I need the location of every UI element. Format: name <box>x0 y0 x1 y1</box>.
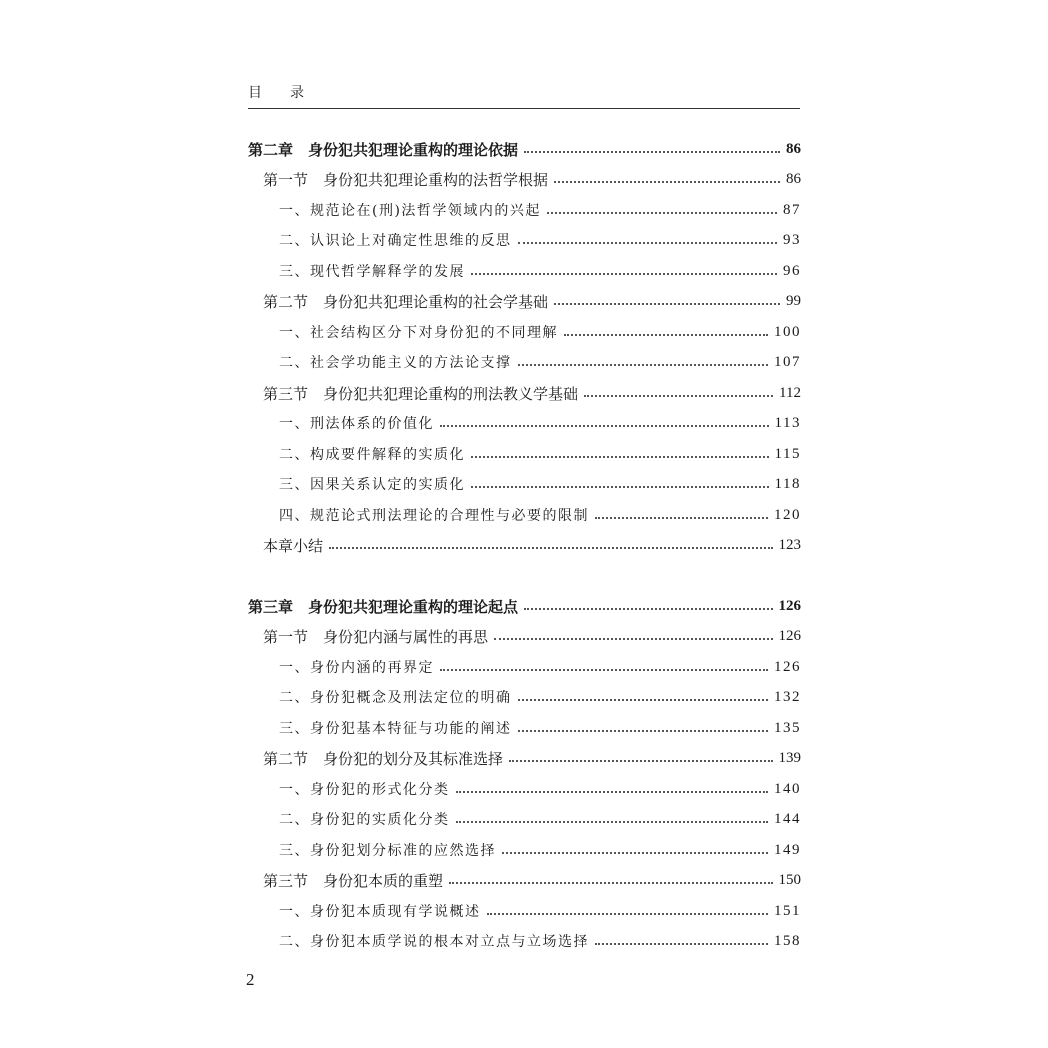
toc-page-number: 126 <box>778 597 801 614</box>
dot-leader <box>584 395 773 397</box>
toc-subsection[interactable] <box>279 320 801 344</box>
dot-leader <box>471 456 769 458</box>
toc-page-number: 126 <box>778 627 801 644</box>
dot-leader <box>494 638 772 640</box>
toc-entry-label: 一、身份犯的形式化分类 <box>279 782 450 798</box>
toc-entry-label: 第一节 身份犯内涵与属性的再思 <box>263 627 489 646</box>
toc-page-number: 87 <box>783 201 801 218</box>
dot-leader <box>518 730 769 732</box>
dot-leader <box>518 364 769 366</box>
dot-leader <box>547 212 777 214</box>
dot-leader <box>595 517 768 519</box>
toc-entry-label: 二、构成要件解释的实质化 <box>279 447 465 463</box>
toc-page-number: 139 <box>778 749 801 766</box>
toc-chapter[interactable] <box>248 137 801 161</box>
toc-page-number: 123 <box>778 536 801 553</box>
dot-leader <box>449 882 772 884</box>
toc-page-number: 151 <box>774 902 801 919</box>
dot-leader <box>518 699 769 701</box>
toc-page-number: 120 <box>774 506 801 523</box>
dot-leader <box>502 852 768 854</box>
toc-page-number: 96 <box>783 262 801 279</box>
toc-chapter[interactable] <box>248 594 801 618</box>
toc-page-number: 158 <box>774 932 801 949</box>
toc-subsection[interactable] <box>279 228 801 252</box>
toc-entry-label: 三、因果关系认定的实质化 <box>279 477 465 493</box>
toc-subsection[interactable] <box>279 655 801 679</box>
dot-leader <box>554 303 780 305</box>
toc-entry-label: 四、规范论式刑法理论的合理性与必要的限制 <box>279 508 589 524</box>
toc-entry-label: 二、身份犯概念及刑法定位的明确 <box>279 690 512 706</box>
toc-subsection[interactable] <box>279 685 801 709</box>
toc-page-number: 86 <box>786 140 801 157</box>
toc-section[interactable] <box>263 167 801 191</box>
toc-entry-label: 三、身份犯基本特征与功能的阐述 <box>279 721 512 737</box>
page-number: 2 <box>246 970 255 989</box>
toc-page-number: 144 <box>774 810 801 827</box>
toc-page-number: 132 <box>774 688 801 705</box>
toc-page-number: 113 <box>774 414 801 431</box>
toc-entry-label: 本章小结 <box>263 536 324 555</box>
toc-subsection[interactable] <box>279 716 801 740</box>
toc-subsection[interactable] <box>279 472 801 496</box>
dot-leader <box>471 486 769 488</box>
toc-subsection[interactable] <box>279 411 801 435</box>
running-header-title: 目录 <box>248 85 332 101</box>
dot-leader <box>554 181 780 183</box>
toc-page-number: 112 <box>779 384 801 401</box>
dot-leader <box>595 943 768 945</box>
toc-subsection[interactable] <box>279 442 801 466</box>
toc-entry-label: 第三章 身份犯共犯理论重构的理论起点 <box>248 597 519 616</box>
toc-entry-label: 第三节 身份犯本质的重塑 <box>263 871 444 890</box>
toc-page-number: 135 <box>774 719 801 736</box>
toc-page-number: 126 <box>774 658 801 675</box>
toc-entry-label: 二、身份犯的实质化分类 <box>279 812 450 828</box>
toc-subsection[interactable] <box>279 838 801 862</box>
dot-leader <box>329 547 772 549</box>
toc-section[interactable] <box>263 868 801 892</box>
toc-page-number: 149 <box>774 841 801 858</box>
toc-section[interactable] <box>263 746 801 770</box>
dot-leader <box>487 913 769 915</box>
toc-entry-label: 三、身份犯划分标准的应然选择 <box>279 843 496 859</box>
toc-entry-label: 一、身份犯本质现有学说概述 <box>279 904 481 920</box>
dot-leader <box>456 791 769 793</box>
toc-page-number: 99 <box>786 292 801 309</box>
toc-page-number: 150 <box>778 871 801 888</box>
toc-section[interactable] <box>263 381 801 405</box>
dot-leader <box>440 425 769 427</box>
toc-entry-label: 第一节 身份犯共犯理论重构的法哲学根据 <box>263 170 549 189</box>
toc-entry-label: 一、社会结构区分下对身份犯的不同理解 <box>279 325 558 341</box>
dot-leader <box>471 273 777 275</box>
toc-subsection[interactable] <box>279 807 801 831</box>
toc-section[interactable] <box>263 624 801 648</box>
dot-leader <box>456 821 769 823</box>
toc-entry-label: 二、身份犯本质学说的根本对立点与立场选择 <box>279 934 589 950</box>
toc-entry-label: 三、现代哲学解释学的发展 <box>279 264 465 280</box>
dot-leader <box>509 760 772 762</box>
toc-entry-label: 一、身份内涵的再界定 <box>279 660 434 676</box>
toc-entry-label: 二、社会学功能主义的方法论支撑 <box>279 355 512 371</box>
toc-entry-label: 第二节 身份犯的划分及其标准选择 <box>263 749 504 768</box>
dot-leader <box>524 151 780 153</box>
toc-section[interactable] <box>263 289 801 313</box>
toc-subsection[interactable] <box>279 198 801 222</box>
toc-page-number: 86 <box>786 170 801 187</box>
toc-subsection[interactable] <box>279 259 801 283</box>
toc-entry-label: 第二节 身份犯共犯理论重构的社会学基础 <box>263 292 549 311</box>
toc-entry-label: 二、认识论上对确定性思维的反思 <box>279 233 512 249</box>
toc-page-number: 107 <box>774 353 801 370</box>
toc-subsection[interactable] <box>279 777 801 801</box>
dot-leader <box>440 669 768 671</box>
toc-page-number: 100 <box>774 323 801 340</box>
dot-leader <box>524 608 772 610</box>
dot-leader <box>518 242 778 244</box>
toc-subsection[interactable] <box>279 899 801 923</box>
toc-entry-label: 一、刑法体系的价值化 <box>279 416 434 432</box>
toc-chapter-summary[interactable] <box>263 533 801 557</box>
dot-leader <box>564 334 768 336</box>
toc-subsection[interactable] <box>279 503 801 527</box>
toc-page-number: 140 <box>774 780 801 797</box>
toc-entry-label: 第三节 身份犯共犯理论重构的刑法教义学基础 <box>263 384 579 403</box>
toc-page-number: 93 <box>783 231 801 248</box>
toc-page-number: 118 <box>774 475 801 492</box>
toc-entry-label: 一、规范论在(刑)法哲学领域内的兴起 <box>279 203 541 219</box>
toc-page-number: 115 <box>774 445 801 462</box>
toc-entry-label: 第二章 身份犯共犯理论重构的理论依据 <box>248 140 519 159</box>
toc-subsection[interactable] <box>279 929 801 953</box>
toc-subsection[interactable] <box>279 350 801 374</box>
